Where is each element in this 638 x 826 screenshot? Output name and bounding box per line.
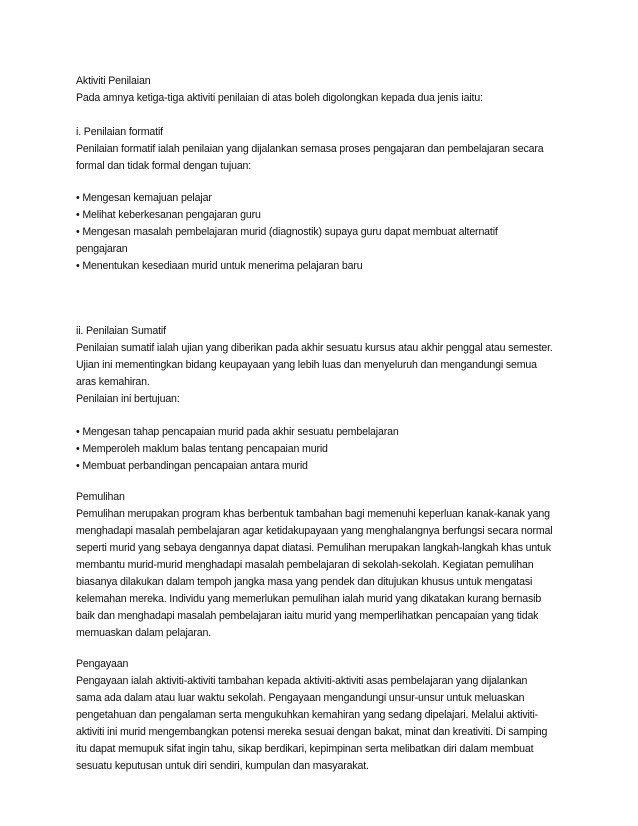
pemulihan-line: seperti murid yang sebaya dengannya dapat diatasi. Pemulihan merupakan langkah-langkah khas untuk bbox=[76, 542, 551, 554]
sumatif-bullet: • Membuat perbandingan pencapaian antara murid bbox=[76, 460, 308, 472]
pemulihan-line: biasanya dilakukan dalam tempoh jangka masa yang pendek dan ditujukan khusus untuk mengatasi bbox=[76, 576, 533, 588]
pengayaan-line: aktiviti ini murid mengembangkan potensi mereka sesuai dengan bakat, minat dan kreativiti. Di samping bbox=[76, 726, 548, 738]
document-heading: Aktiviti Penilaian bbox=[76, 75, 151, 87]
pengayaan-line: Pengayaan ialah aktiviti-aktiviti tambahan kepada aktiviti-aktiviti asas pembelajaran yang dijalankan bbox=[76, 675, 528, 687]
pemulihan-line: memuaskan dalam pelajaran. bbox=[76, 627, 212, 639]
formatif-bullet: • Mengesan masalah pembelajaran murid (diagnostik) supaya guru dapat membuat alternatif bbox=[76, 226, 498, 238]
pengayaan-line: sesuatu keputusan untuk diri sendiri, kumpulan dan masyarakat. bbox=[76, 760, 369, 772]
pengayaan-line: pengetahuan dan pengalaman serta mengukuhkan kemahiran yang sedang dipelajari. Melalui aktiviti- bbox=[76, 709, 539, 721]
formatif-desc-line: Penilaian formatif ialah penilaian yang dijalankan semasa proses pengajaran dan pembelajaran secara bbox=[76, 143, 544, 155]
section-title-pemulihan: Pemulihan bbox=[76, 491, 125, 503]
section-title-formatif: i. Penilaian formatif bbox=[76, 126, 163, 138]
pemulihan-line: kelemahan mereka. Individu yang memerlukan pemulihan ialah murid yang dikatakan kurang bernasib bbox=[76, 593, 542, 605]
sumatif-desc-line: Ujian ini mementingkan bidang keupayaan yang lebih luas dan menyeluruh dan mengandungi semua bbox=[76, 359, 537, 371]
pemulihan-line: Pemulihan merupakan program khas berbentuk tambahan bagi memenuhi keperluan kanak-kanak yang bbox=[76, 508, 550, 520]
pengayaan-line: sama ada dalam atau luar waktu sekolah. Pengayaan mengandungi unsur-unsur untuk meluaskan bbox=[76, 692, 525, 704]
sumatif-bullet: • Mengesan tahap pencapaian murid pada akhir sesuatu pembelajaran bbox=[76, 426, 399, 438]
pengayaan-line: itu dapat memupuk sifat ingin tahu, sikap berdikari, kepimpinan serta melibatkan diri dalam membuat bbox=[76, 743, 534, 755]
section-title-pengayaan: Pengayaan bbox=[76, 658, 129, 670]
sumatif-bullet: • Memperoleh maklum balas tentang pencapaian murid bbox=[76, 443, 328, 455]
sumatif-desc-line: Penilaian sumatif ialah ujian yang diberikan pada akhir sesuatu kursus atau akhir penggal atau semester. bbox=[76, 342, 553, 354]
formatif-desc-line: formal dan tidak formal dengan tujuan: bbox=[76, 160, 252, 172]
pemulihan-line: menghadapi masalah pembelajaran agar ketidakupayaan yang menghalangnya berfungsi secara normal bbox=[76, 525, 553, 537]
sumatif-desc-line: aras kemahiran. bbox=[76, 376, 150, 388]
formatif-bullet: • Melihat keberkesanan pengajaran guru bbox=[76, 209, 261, 221]
sumatif-desc-line: Penilaian ini bertujuan: bbox=[76, 393, 180, 405]
section-title-sumatif: ii. Penilaian Sumatif bbox=[76, 325, 166, 337]
pemulihan-line: baik dan menghadapi masalah pembelajaran iaitu murid yang memperlihatkan pencapaian yang tidak bbox=[76, 610, 539, 622]
pemulihan-line: membantu murid-murid menghadapi masalah pembelajaran di sekolah-sekolah. Kegiatan pemulihan bbox=[76, 559, 534, 571]
formatif-bullet: • Mengesan kemajuan pelajar bbox=[76, 192, 212, 204]
formatif-bullet: pengajaran bbox=[76, 243, 128, 255]
formatif-bullet: • Menentukan kesediaan murid untuk menerima pelajaran baru bbox=[76, 260, 363, 272]
intro-text: Pada amnya ketiga-tiga aktiviti penilaian di atas boleh digolongkan kepada dua jenis iaitu: bbox=[76, 92, 483, 104]
